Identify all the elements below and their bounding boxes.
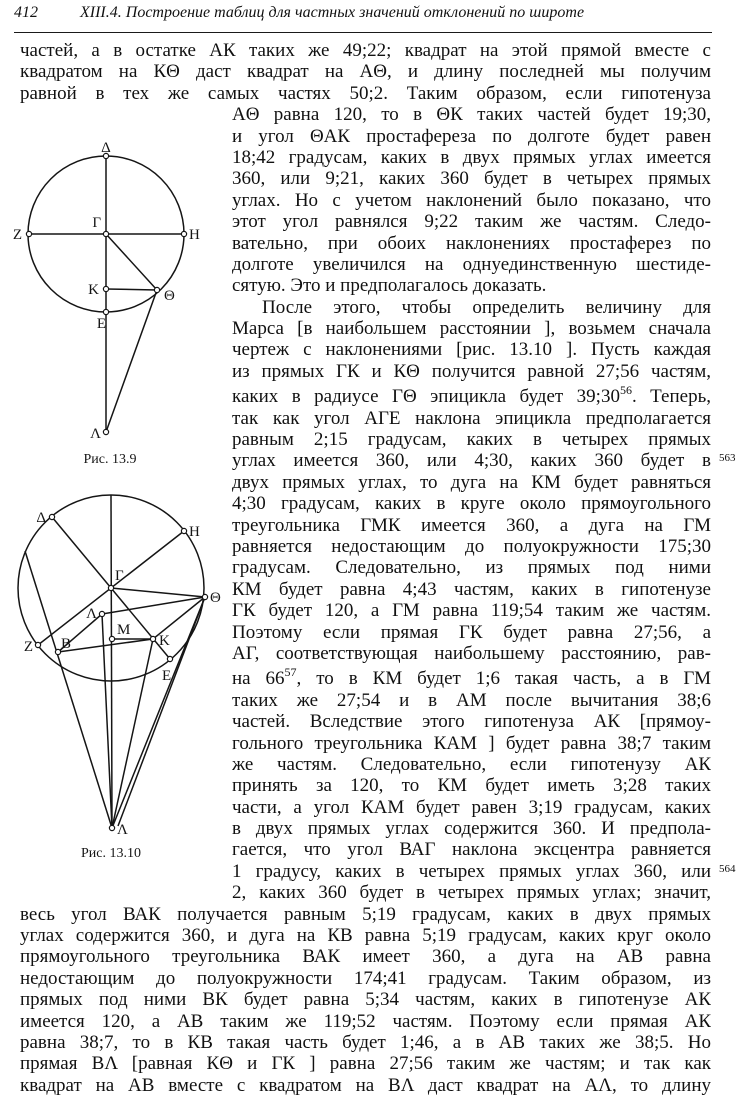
text-line: и угол ΘАК простафереза по долготе будет равен xyxy=(232,125,711,147)
label-lambda-small: Λ xyxy=(86,606,97,622)
label-delta: Δ xyxy=(36,510,46,526)
text-line: Поэтому если прямая ГК будет равна 27;56, а xyxy=(232,621,711,643)
text-line: 1 градусу, каких в четырех прямых углах 360, или xyxy=(232,860,711,882)
text-line: 2, каких 360 будет в четырех прямых углах; значит, xyxy=(232,882,711,904)
text-segment: на 66 xyxy=(232,668,285,690)
text-line: равна 38;7, то в КВ такая часть будет 1;46, а в АВ таких же 38;5. Но xyxy=(20,1031,711,1053)
label-kappa: K xyxy=(88,282,99,298)
label-lambda-apex: Λ xyxy=(117,822,128,838)
margin-page-ref: 563 xyxy=(719,452,736,464)
text-line: частей, а в остатке АК таких же 49;22; квадрат на этой прямой вместе с xyxy=(20,40,711,61)
text-line: сятую. Это и предполагалось доказать. xyxy=(232,275,547,297)
text-line: 360, или 9;21, каких 360 будет в четырех прямых xyxy=(232,168,711,190)
text-line: квадрат на АВ вместе с квадратом на ВΛ даст квадрат на АΛ, то длину xyxy=(20,1074,711,1096)
text-line: принять за 120, то КМ будет иметь 3;28 таких xyxy=(232,775,711,797)
text-line: гается, что угол ВАГ наклона эксцентра равняется xyxy=(232,839,711,861)
text-line: из прямых ГК и КΘ получится равной 27;56 частям, xyxy=(232,360,711,382)
text-line: углах содержится 360, и дуга на КВ равна 5;19 градусам, каких круг около xyxy=(20,925,711,947)
label-gamma: Γ xyxy=(115,568,124,584)
text-line: равным 2;15 градусам, каких в четырех прямых xyxy=(232,429,711,451)
text-line: ГК будет 120, а ГМ равна 119;54 таким же частям. xyxy=(232,600,711,622)
label-theta: Θ xyxy=(210,590,221,606)
text-line: прямоугольного треугольника ВАК имеет 360, а дуга на АВ равна xyxy=(20,946,711,968)
text-line: чертеж с наклонениями [рис. 13.10 ]. Пусть каждая xyxy=(232,339,711,361)
text-line: АΘ равна 120, то в ΘК таких частей будет 19;30, xyxy=(232,104,711,126)
text-line: КМ будет равна 4;43 частям, каких в гипотенузе xyxy=(232,578,711,600)
figure-caption: Рис. 13.9 xyxy=(83,452,137,467)
label-beta: B xyxy=(61,636,72,652)
page-number: 412 xyxy=(14,4,38,21)
text-line: Марса [в наибольшем расстоянии ], возьмем сначала xyxy=(232,318,711,340)
text-line: этот угол равнялся 9;22 таким же частям. Следо- xyxy=(232,211,711,233)
label-zeta: Z xyxy=(23,639,33,655)
margin-page-ref: 564 xyxy=(719,863,736,875)
text-line: частей. Вследствие этого гипотенуза АК [прямоу- xyxy=(232,711,711,733)
text-line: в двух прямых углах содержится 360. И предпола- xyxy=(232,818,711,840)
text-line: долготе увеличился на однуединственную шестиде- xyxy=(232,253,711,275)
text-segment: , то в КМ будет 1;6 такая часть, а в ГМ xyxy=(296,668,711,690)
text-line: гольного треугольника КАМ ] будет равна 38;7 таким xyxy=(232,732,711,754)
text-line: равной в тех же самых частях 50;2. Таким образом, если гипотенуза xyxy=(20,82,711,104)
text-line: 18;42 градусам, каких в двух прямых углах имеется xyxy=(232,146,711,168)
text-line: вательно, при обоих наклонениях простаферез по xyxy=(232,232,711,254)
text-line: имеется 120, а АВ таким же 119;52 частям. Поэтому если прямая АК xyxy=(20,1010,711,1032)
text-line: градусам. Следовательно, из прямых под ними xyxy=(232,557,711,579)
text-line: квадратом на КΘ даст квадрат на АΘ, и длину последней мы получим xyxy=(20,61,711,83)
text-line: двух прямых углах, то дуга на КМ будет равняться xyxy=(232,471,711,493)
text-line: треугольника ГМК имеется 360, а дуга на ГМ xyxy=(232,514,711,536)
text-line xyxy=(232,382,711,407)
label-epsilon: E xyxy=(162,668,172,684)
text-line xyxy=(232,664,711,689)
footnote-ref: 56 xyxy=(619,383,632,398)
text-line: же частям. Следовательно, если гипотенузу АК xyxy=(232,753,711,775)
label-lambda: Λ xyxy=(90,426,101,442)
text-line: прямая ВΛ [равная КΘ и ГК ] равна 27;56 таким же частям; и так как xyxy=(20,1053,711,1075)
figure-caption: Рис. 13.10 xyxy=(81,846,141,861)
body-text xyxy=(20,40,711,1096)
label-mu: M xyxy=(117,622,131,638)
running-title: XIII.4. Построение таблиц для частных значений отклонений по широте xyxy=(80,4,585,21)
text-line: После этого, чтобы определить величину для xyxy=(262,296,711,318)
text-segment: каких в радиусе ГΘ эпицикла будет 39;30 xyxy=(232,386,620,408)
text-line: углах имеется 360, или 4;30, каких 360 будет в xyxy=(232,450,711,472)
text-segment: . Теперь, xyxy=(631,386,711,408)
text-line: 4;30 градусам, каких в круге около прямоугольного xyxy=(232,493,711,515)
text-line: углах. Но с учетом наклонений было показано, что xyxy=(232,189,711,211)
text-line: части, а угол КАМ будет равен 3;19 градусам, каких xyxy=(232,796,711,818)
text-line: так как угол АГЕ наклона эпицикла предполагается xyxy=(232,407,711,429)
text-line: недостающим до полуокружности 174;41 градусам. Таким образом, из xyxy=(20,967,711,989)
text-line: равняется недостающим до полуокружности 175;30 xyxy=(232,535,711,557)
label-theta: Θ xyxy=(164,288,175,304)
text-line: таких же 27;54 и в АМ после вычитания 38;6 xyxy=(232,689,711,711)
text-line: АГ, соответствующая наибольшему расстоянию, рав- xyxy=(232,642,711,664)
label-kappa: K xyxy=(159,633,170,649)
label-epsilon: E xyxy=(96,316,106,332)
text-line: весь угол ВАК получается равным 5;19 градусам, каких в двух прямых xyxy=(20,903,711,925)
label-zeta: Z xyxy=(12,227,22,243)
label-gamma: Γ xyxy=(92,215,101,231)
footnote-ref: 57 xyxy=(284,665,297,680)
label-delta: Δ xyxy=(101,140,111,156)
label-eta: H xyxy=(189,227,200,243)
label-eta: H xyxy=(189,524,200,540)
text-line: прямых под ними ВК будет равна 5;34 частям, каких в гипотенузе АК xyxy=(20,989,711,1011)
